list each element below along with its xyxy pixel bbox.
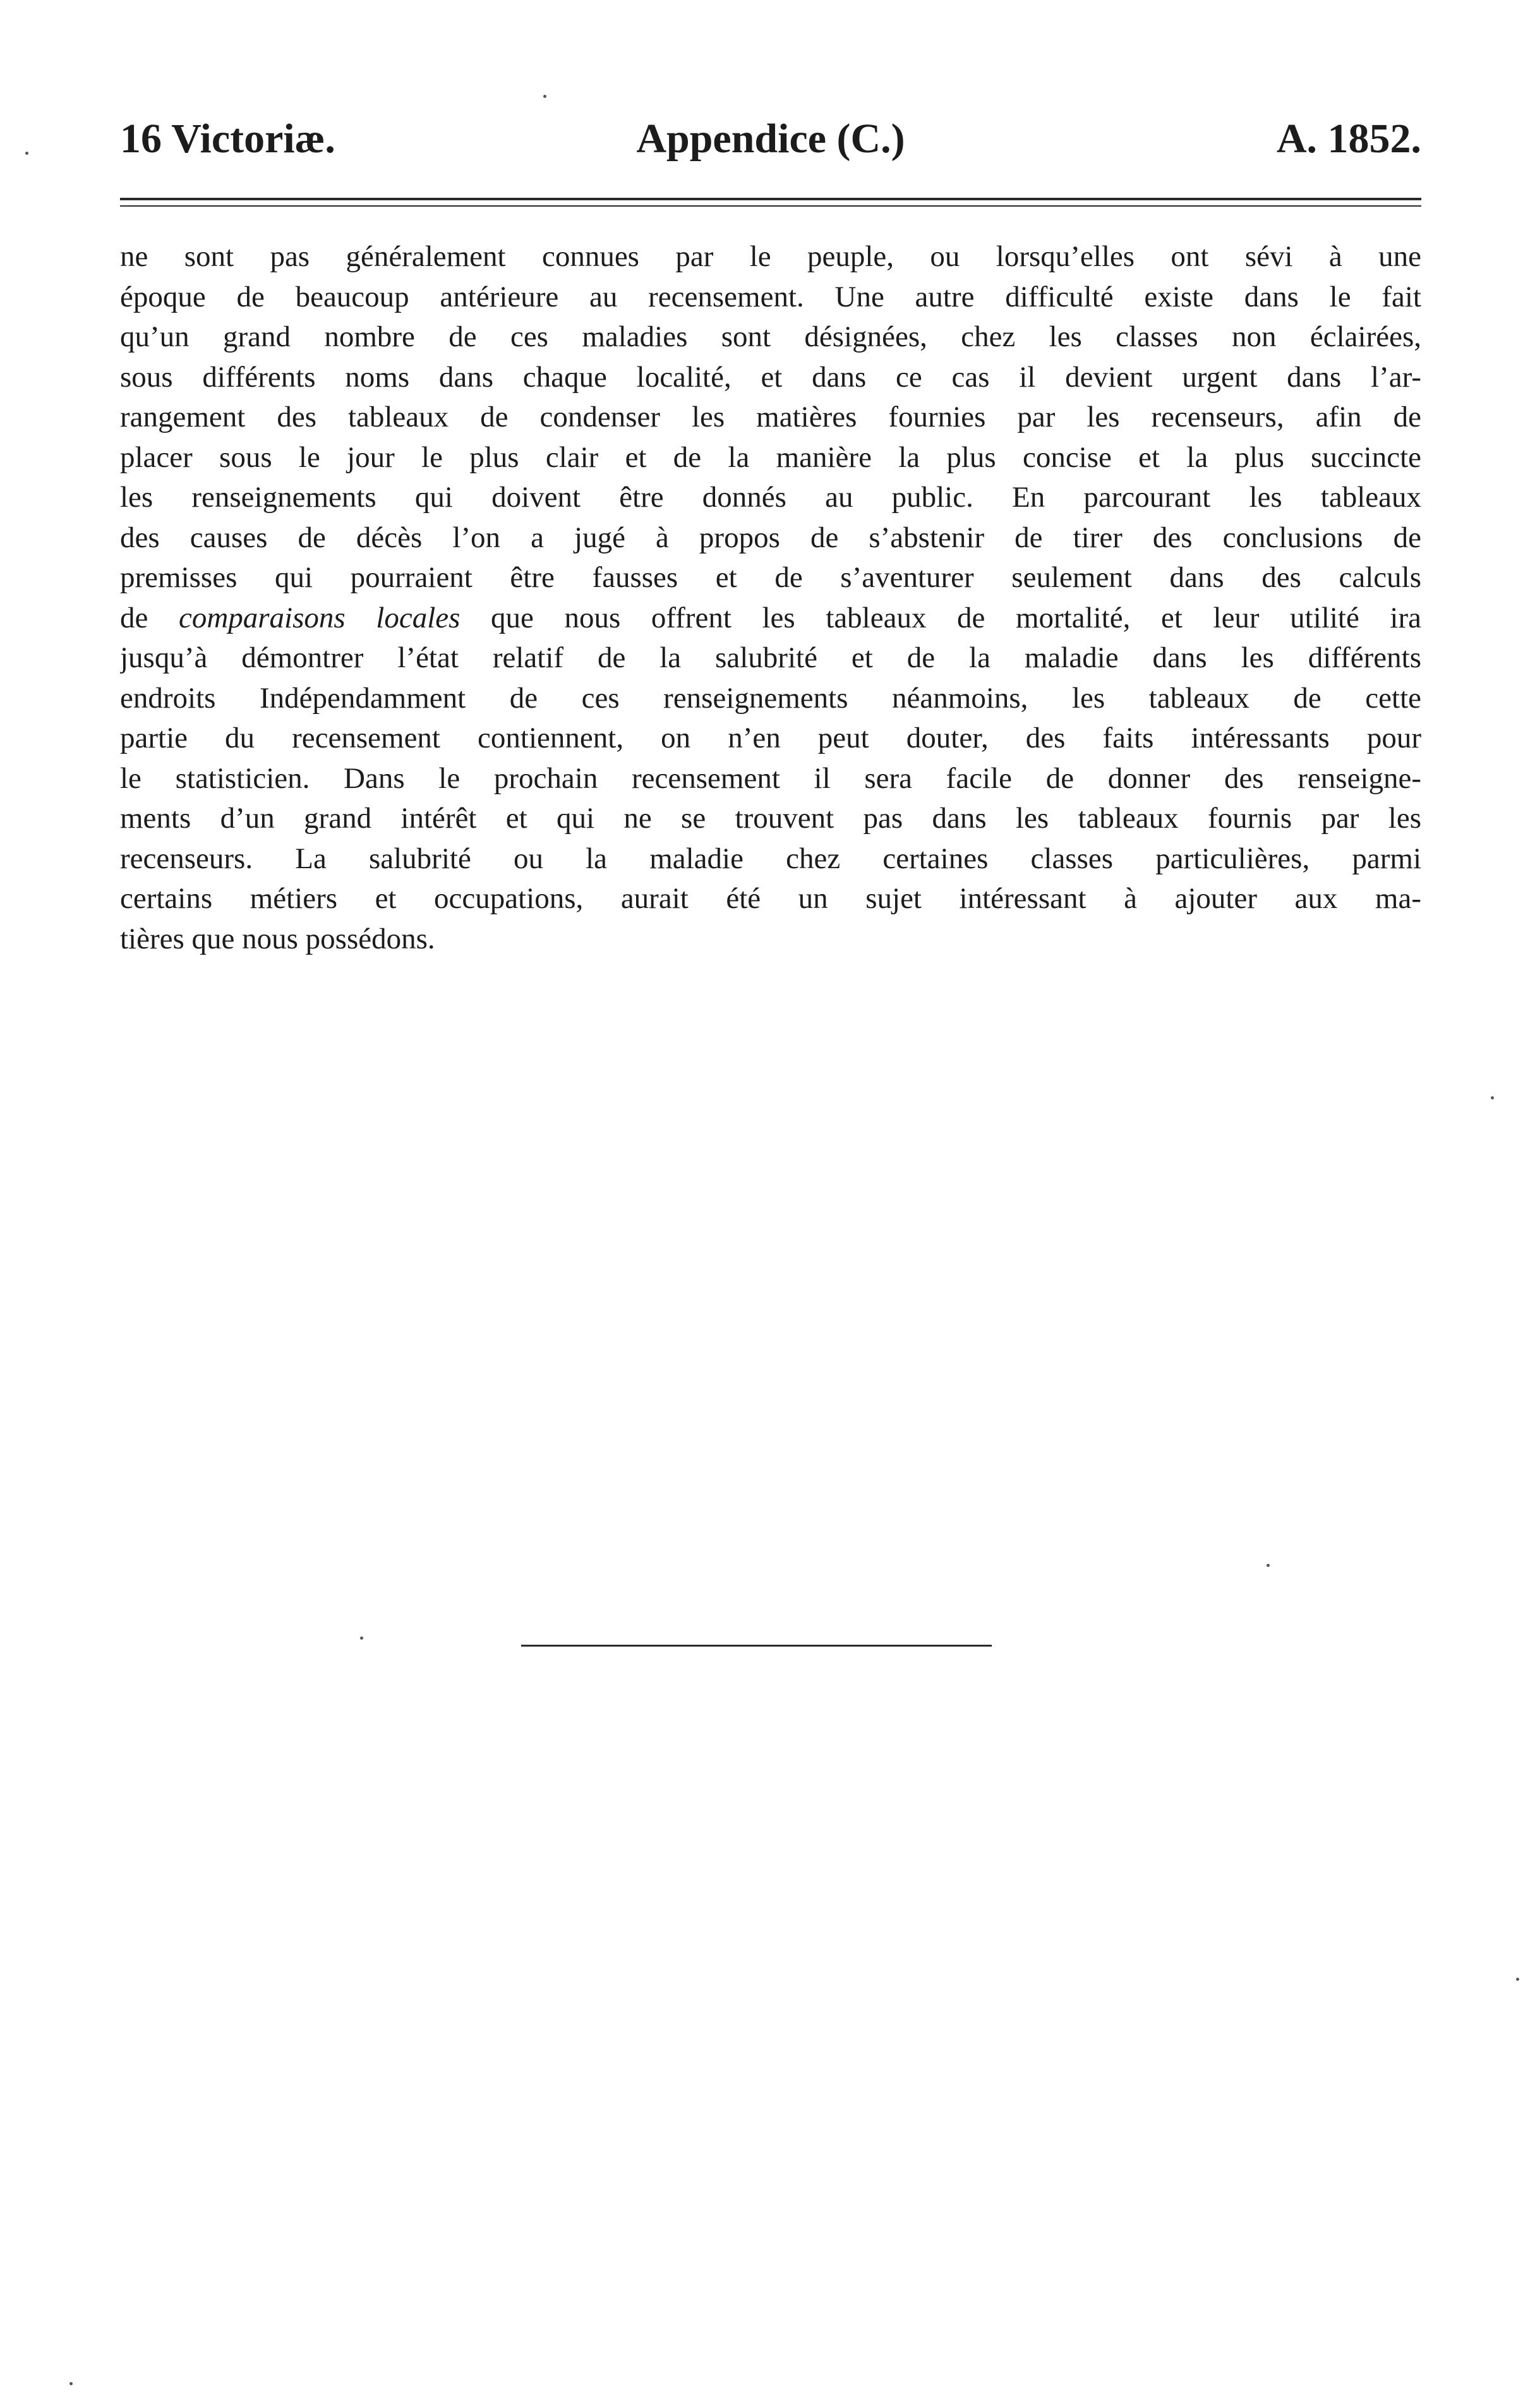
body-paragraph [120,237,1421,959]
text-line: premisses qui pourraient être fausses et de s’aventurer seulement dans des calculs [120,561,1421,594]
text-line-with-italic [120,598,1421,639]
running-head [120,111,1421,167]
text-line: les renseignements qui doivent être donnés au public. En parcourant les tableaux [120,481,1421,514]
text-line: rangement des tableaux de condenser les matières fournies par les recenseurs, afin de [120,401,1421,433]
end-rule [521,1645,992,1647]
italic-phrase: comparaisons locales [178,601,460,634]
text-line: ne sont pas généralement connues par le peuple, ou lorsqu’elles ont sévi à une [120,240,1421,273]
text-line: recenseurs. La salubrité ou la maladie chez certaines classes particulières, parmi [120,842,1421,875]
line-prefix: de [120,601,148,634]
scan-speck [1516,1978,1519,1981]
text-line: sous différents noms dans chaque localité, et dans ce cas il devient urgent dans l’ar- [120,360,1421,394]
text-line-last: tières que nous possédons. [120,922,435,955]
header-double-rule [120,198,1421,207]
text-line: endroits Indépendamment de ces renseignements néanmoins, les tableaux de cette [120,681,1421,715]
text-line: ments d’un grand intérêt et qui ne se trouvent pas dans les tableaux fournis par les [120,802,1421,835]
scan-speck [543,95,546,98]
line-rest: que nous offrent les tableaux de mortalité, et leur utilité ira [491,601,1421,634]
header-volume: 16 Victoriæ. [120,116,335,162]
header-year: A. 1852. [1276,116,1421,162]
text-line: le statisticien. Dans le prochain recensement il sera facile de donner des renseigne- [120,761,1421,795]
text-line: partie du recensement contiennent, on n’en peut douter, des faits intéressants pour [120,722,1421,754]
text-line: époque de beaucoup antérieure au recensement. Une autre difficulté existe dans le fait [120,280,1421,313]
text-line: certains métiers et occupations, aurait été un sujet intéressant à ajouter aux ma- [120,882,1421,915]
scan-speck [69,2382,73,2385]
scan-speck [1491,1096,1494,1099]
text-line: jusqu’à démontrer l’état relatif de la salubrité et de la maladie dans les différents [120,641,1421,674]
scan-speck [25,152,28,155]
text-line: des causes de décès l’on a jugé à propos de s’abstenir de tirer des conclusions de [120,521,1421,554]
text-line: placer sous le jour le plus clair et de la manière la plus concise et la plus succincte [120,440,1421,474]
scan-speck [360,1637,363,1640]
text-line: qu’un grand nombre de ces maladies sont désignées, chez les classes non éclairées, [120,320,1421,353]
header-section: Appendice (C.) [636,116,905,162]
scan-speck [1267,1564,1270,1567]
